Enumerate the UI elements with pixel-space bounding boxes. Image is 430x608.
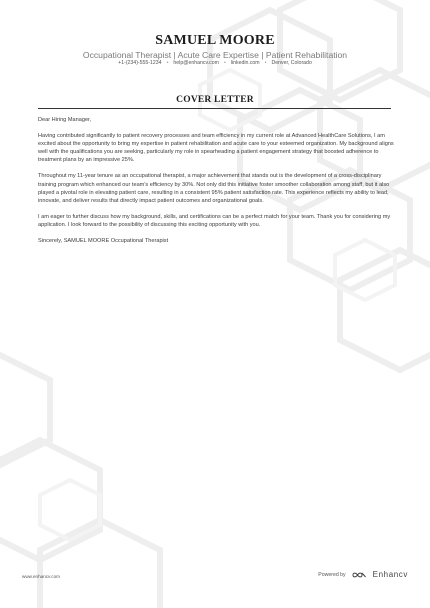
contact-separator: • bbox=[264, 60, 267, 66]
letter-greeting: Dear Hiring Manager, bbox=[38, 117, 92, 123]
email-value[interactable]: help@enhancv.com bbox=[173, 60, 219, 66]
footer-branding bbox=[318, 570, 408, 579]
contact-separator: • bbox=[166, 60, 169, 66]
brand-name[interactable]: Enhancv bbox=[372, 570, 408, 579]
letter-paragraph: Having contributed significantly to patient recovery processes and team efficiency in my current role at Advanced HealthCare Solutions, I am excited about the opportunity to bring my expertise in patient rehabilitation and acute care to your esteemed organization. My background aligns well with the qualifications you are seeking, particularly my role in spearheading a patient engagement strategy that boosted adherence to treatment plans by an impressive 25%. bbox=[38, 133, 394, 164]
enhancv-logo-icon bbox=[352, 571, 367, 579]
letter-title: COVER LETTER bbox=[176, 95, 254, 105]
title-divider bbox=[38, 108, 391, 109]
location-value: Denver, Colorado bbox=[271, 60, 312, 66]
candidate-headline: Occupational Therapist | Acute Care Expertise | Patient Rehabilitation bbox=[82, 50, 348, 60]
contact-email[interactable] bbox=[173, 60, 219, 66]
linkedin-value[interactable]: linkedin.com bbox=[230, 60, 260, 66]
contact-bar bbox=[0, 60, 430, 66]
letter-body bbox=[38, 116, 395, 253]
contact-separator: • bbox=[223, 60, 226, 66]
candidate-name: SAMUEL MOORE bbox=[155, 33, 275, 48]
letter-signoff: Sincerely, SAMUEL MOORE Occupational Therapist bbox=[38, 238, 169, 245]
footer-website[interactable]: www.enhancv.com bbox=[22, 574, 60, 579]
contact-linkedin[interactable] bbox=[231, 60, 260, 66]
contact-location bbox=[271, 60, 311, 66]
phone-value: +1-(234)-555-1234 bbox=[118, 60, 162, 66]
contact-phone bbox=[118, 60, 161, 66]
letter-paragraph: Throughout my 11-year tenure as an occupational therapist, a major achievement that stands out is the development of a cross-disciplinary training program which enhanced our team's efficiency by 30%. Not only did this initiative foster smoother collaboration among staff, but it also played a pivotal role in elevating patient care, resulting in a consistent 95% patient satisfaction rate. This experience reflects my ability to lead, innovate, and deliver results that directly impact patient outcomes and organizational goals. bbox=[38, 173, 390, 204]
letter-paragraph: I am eager to further discuss how my background, skills, and certifications can be a perfect match for your team. Thank you for considering my application. I look forward to the possibility of discussing this exciting opportunity with you. bbox=[38, 213, 391, 228]
powered-by-label: Powered by bbox=[318, 571, 346, 578]
